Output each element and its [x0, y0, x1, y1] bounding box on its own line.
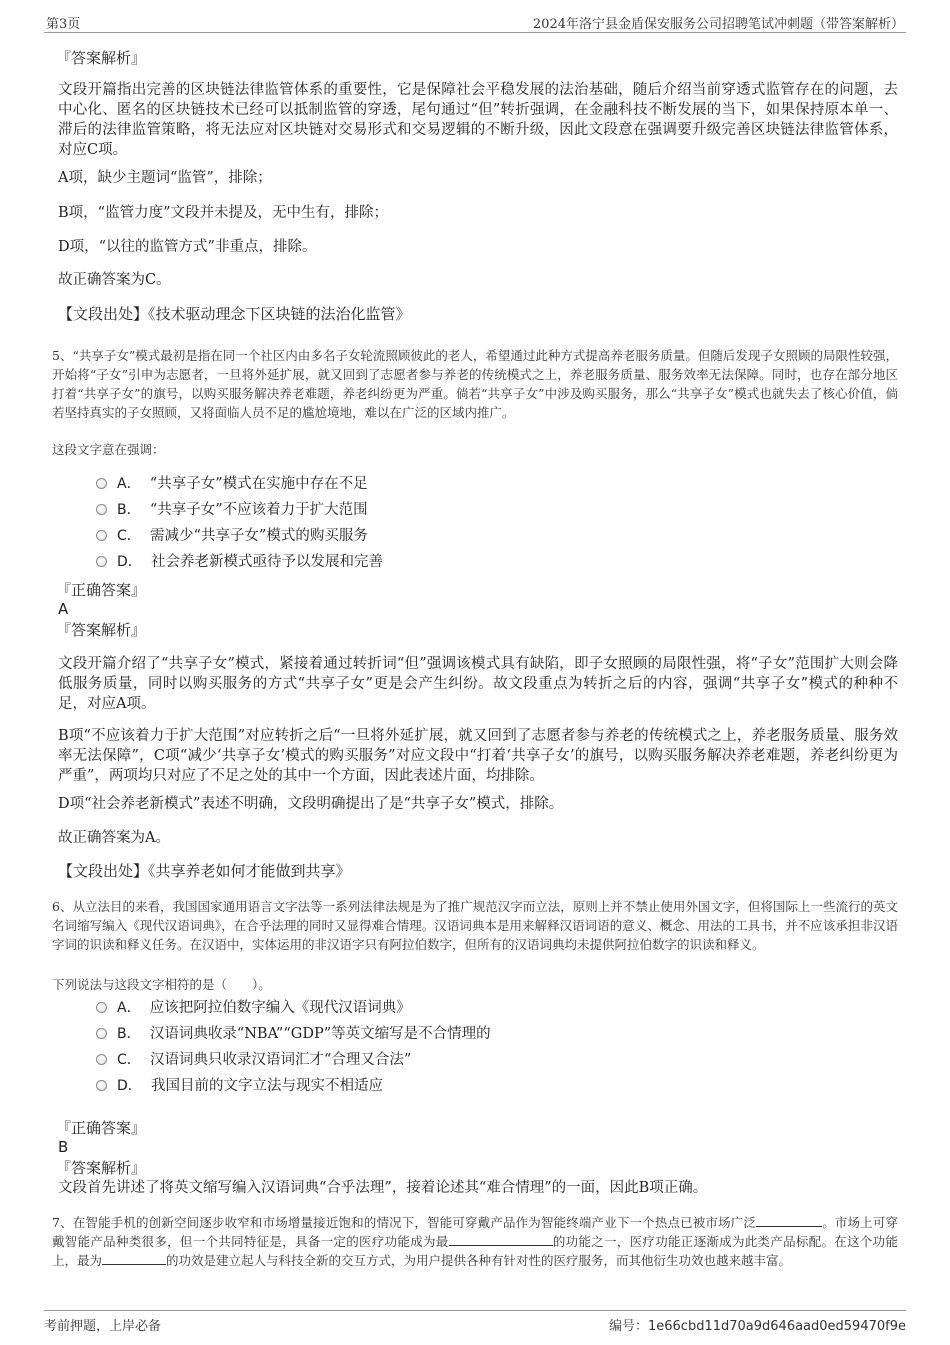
q5-option-b[interactable]: B． “共享子女”不应该着力于扩大范围 — [96, 499, 368, 521]
document-code: 编号：1e66cbd11d70a9d646aad0ed59470f9e — [608, 1319, 906, 1334]
radio-icon[interactable] — [96, 556, 107, 567]
q5-answer: A — [58, 600, 69, 618]
q5-option-a[interactable]: A． “共享子女”模式在实施中存在不足 — [96, 473, 368, 495]
q6-option-a[interactable]: A． 应该把阿拉伯数字编入《现代汉语词典》 — [96, 997, 411, 1019]
q4-analysis-option-d: D项，“以往的监管方式”非重点，排除。 — [58, 239, 317, 255]
radio-icon[interactable] — [96, 504, 107, 515]
radio-icon[interactable] — [96, 478, 107, 489]
page-header — [44, 10, 906, 33]
q6-prompt: 下列说法与这段文字相符的是（ ）。 — [52, 977, 271, 992]
document-title: 2024年洛宁县金盾保安服务公司招聘笔试冲刺题（带答案解析） — [532, 17, 904, 32]
radio-icon[interactable] — [96, 1080, 107, 1091]
q5-option-d[interactable]: D． 社会养老新模式亟待予以发展和完善 — [96, 551, 383, 573]
radio-icon[interactable] — [96, 1002, 107, 1013]
radio-icon[interactable] — [96, 530, 107, 541]
radio-icon[interactable] — [96, 1054, 107, 1065]
fill-blank-3[interactable] — [102, 1252, 166, 1265]
q6-analysis-paragraph: 文段首先讲述了将英文缩写编入汉语词典“合乎法理”，接着论述其“难合情理”的一面，因此B项正确。 — [58, 1180, 708, 1196]
q5-option-c[interactable]: C． 需减少“共享子女”模式的购买服务 — [96, 525, 368, 547]
fill-blank-2[interactable] — [449, 1233, 553, 1246]
q5-analysis-label: 『答案解析』 — [56, 621, 147, 639]
q5-analysis-paragraph-2: B项“不应该着力于扩大范围”对应转折之后“一旦将外延扩展，就又回到了志愿者参与养老的传统模式之上，养老服务质量、服务效率无法保障”，C项“减少‘共享子女’模式的购买服务”对应文段中“打着‘共享子女’的旗号，以购买服务解决养老难题，养老纠纷更为严重”，两项均只对应了不足之处的其中一个方面，因此表述片面，均排除。 — [58, 728, 898, 784]
q4-source: 【文段出处】《技术驱动理念下区块链的法治化监管》 — [58, 305, 411, 323]
q4-analysis-option-b: B项，“监管力度”文段并未提及，无中生有，排除； — [58, 205, 388, 221]
q4-analysis-option-a: A项，缺少主题词“监管”，排除； — [58, 170, 272, 186]
page-footer — [44, 1310, 906, 1333]
q5-question-text: 5、“共享子女”模式最初是指在同一个社区内由多名子女轮流照顾彼此的老人，希望通过此种方式提高养老服务质量。但随后发现子女照顾的局限性较强，开始将“子女”引申为志愿者，一旦将外延扩展，就又回到了志愿者参与养老的传统模式之上，养老服务质量、服务效率无法保障。同时，也存在部分地区打着“共享子女”的旗号，以购买服务解决养老难题，养老纠纷更为严重。倘若“共享子女”中涉及购买服务，那么“共享子女”模式也就失去了核心价值，倘若坚持真实的子女照顾，又将面临人员不足的尴尬境地，难以在广泛的区域内推广。 — [52, 348, 898, 420]
q6-answer-label: 『正确答案』 — [56, 1119, 147, 1137]
footer-slogan: 考前押题，上岸必备 — [44, 1319, 162, 1334]
page-number: 第3页 — [46, 17, 81, 32]
q4-analysis-paragraph: 文段开篇指出完善的区块链法律监管体系的重要性，它是保障社会平稳发展的法治基础，随后介绍当前穿透式监管存在的问题，去中心化、匿名的区块链技术已经可以抵制监管的穿透，尾句通过“但”转折强调，在金融科技不断发展的当下，如果保持原本单一、滞后的法律监管策略，将无法应对区块链对交易形式和交易逻辑的不断升级，因此文段意在强调要升级完善区块链法律监管体系，对应C项。 — [58, 82, 898, 158]
q6-option-c[interactable]: C． 汉语词典只收录汉语词汇才“合理又合法” — [96, 1049, 411, 1071]
q5-answer-label: 『正确答案』 — [56, 581, 147, 599]
q7-question-text: 7、在智能手机的创新空间逐步收窄和市场增量接近饱和的情况下，智能可穿戴产品作为智能终端产业下一个热点已被市场广泛 。市场上可穿戴智能产品种类很多，但一个共同特征是，具备一定的医疗功能成为最 的功能之一，医疗功能正逐渐成为此类产品标配。在这个功能上，最为 的功效是建立起人与科技全新的交互方式，为用户提供各种有针对性的医疗服务，而其他衍生功效也越来越丰富。 — [52, 1215, 898, 1268]
q6-option-b[interactable]: B． 汉语词典收录“NBA”“GDP”等英文缩写是不合情理的 — [96, 1023, 491, 1045]
q4-conclusion: 故正确答案为C。 — [58, 272, 171, 288]
q6-option-d[interactable]: D． 我国目前的文字立法与现实不相适应 — [96, 1075, 383, 1097]
q5-source: 【文段出处】《共享养老如何才能做到共享》 — [58, 862, 351, 880]
q4-analysis-label: 『答案解析』 — [56, 49, 147, 67]
q6-analysis-label: 『答案解析』 — [56, 1159, 147, 1177]
q5-conclusion: 故正确答案为A。 — [58, 830, 170, 846]
fill-blank-1[interactable] — [756, 1214, 822, 1227]
q6-answer: B — [58, 1138, 69, 1156]
q5-prompt: 这段文字意在强调： — [52, 442, 165, 457]
q6-question-text: 6、从立法目的来看，我国国家通用语言文字法等一系列法律法规是为了推广规范汉字而立法，原则上并不禁止使用外国文字，但将国际上一些流行的英文名词缩写编入《现代汉语词典》，在合乎法理的同时又显得难合情理。汉语词典本是用来解释汉语词语的意义、概念、用法的工具书，并不应该承担非汉语字词的识读和释义任务。在汉语中，实体运用的非汉语字只有阿拉伯数字，但所有的汉语词典均未提供阿拉伯数字的识读和释义。 — [52, 899, 898, 952]
q5-analysis-paragraph-1: 文段开篇介绍了“共享子女”模式，紧接着通过转折词“但”强调该模式具有缺陷，即子女照顾的局限性强，将“子女”范围扩大则会降低服务质量，同时以购买服务的方式“共享子女”更是会产生纠纷。故文段重点为转折之后的内容，强调“共享子女”模式的种种不足，对应A项。 — [58, 656, 898, 712]
radio-icon[interactable] — [96, 1028, 107, 1039]
q5-analysis-paragraph-3: D项“社会养老新模式”表述不明确，文段明确提出了是“共享子女”模式，排除。 — [58, 796, 564, 812]
